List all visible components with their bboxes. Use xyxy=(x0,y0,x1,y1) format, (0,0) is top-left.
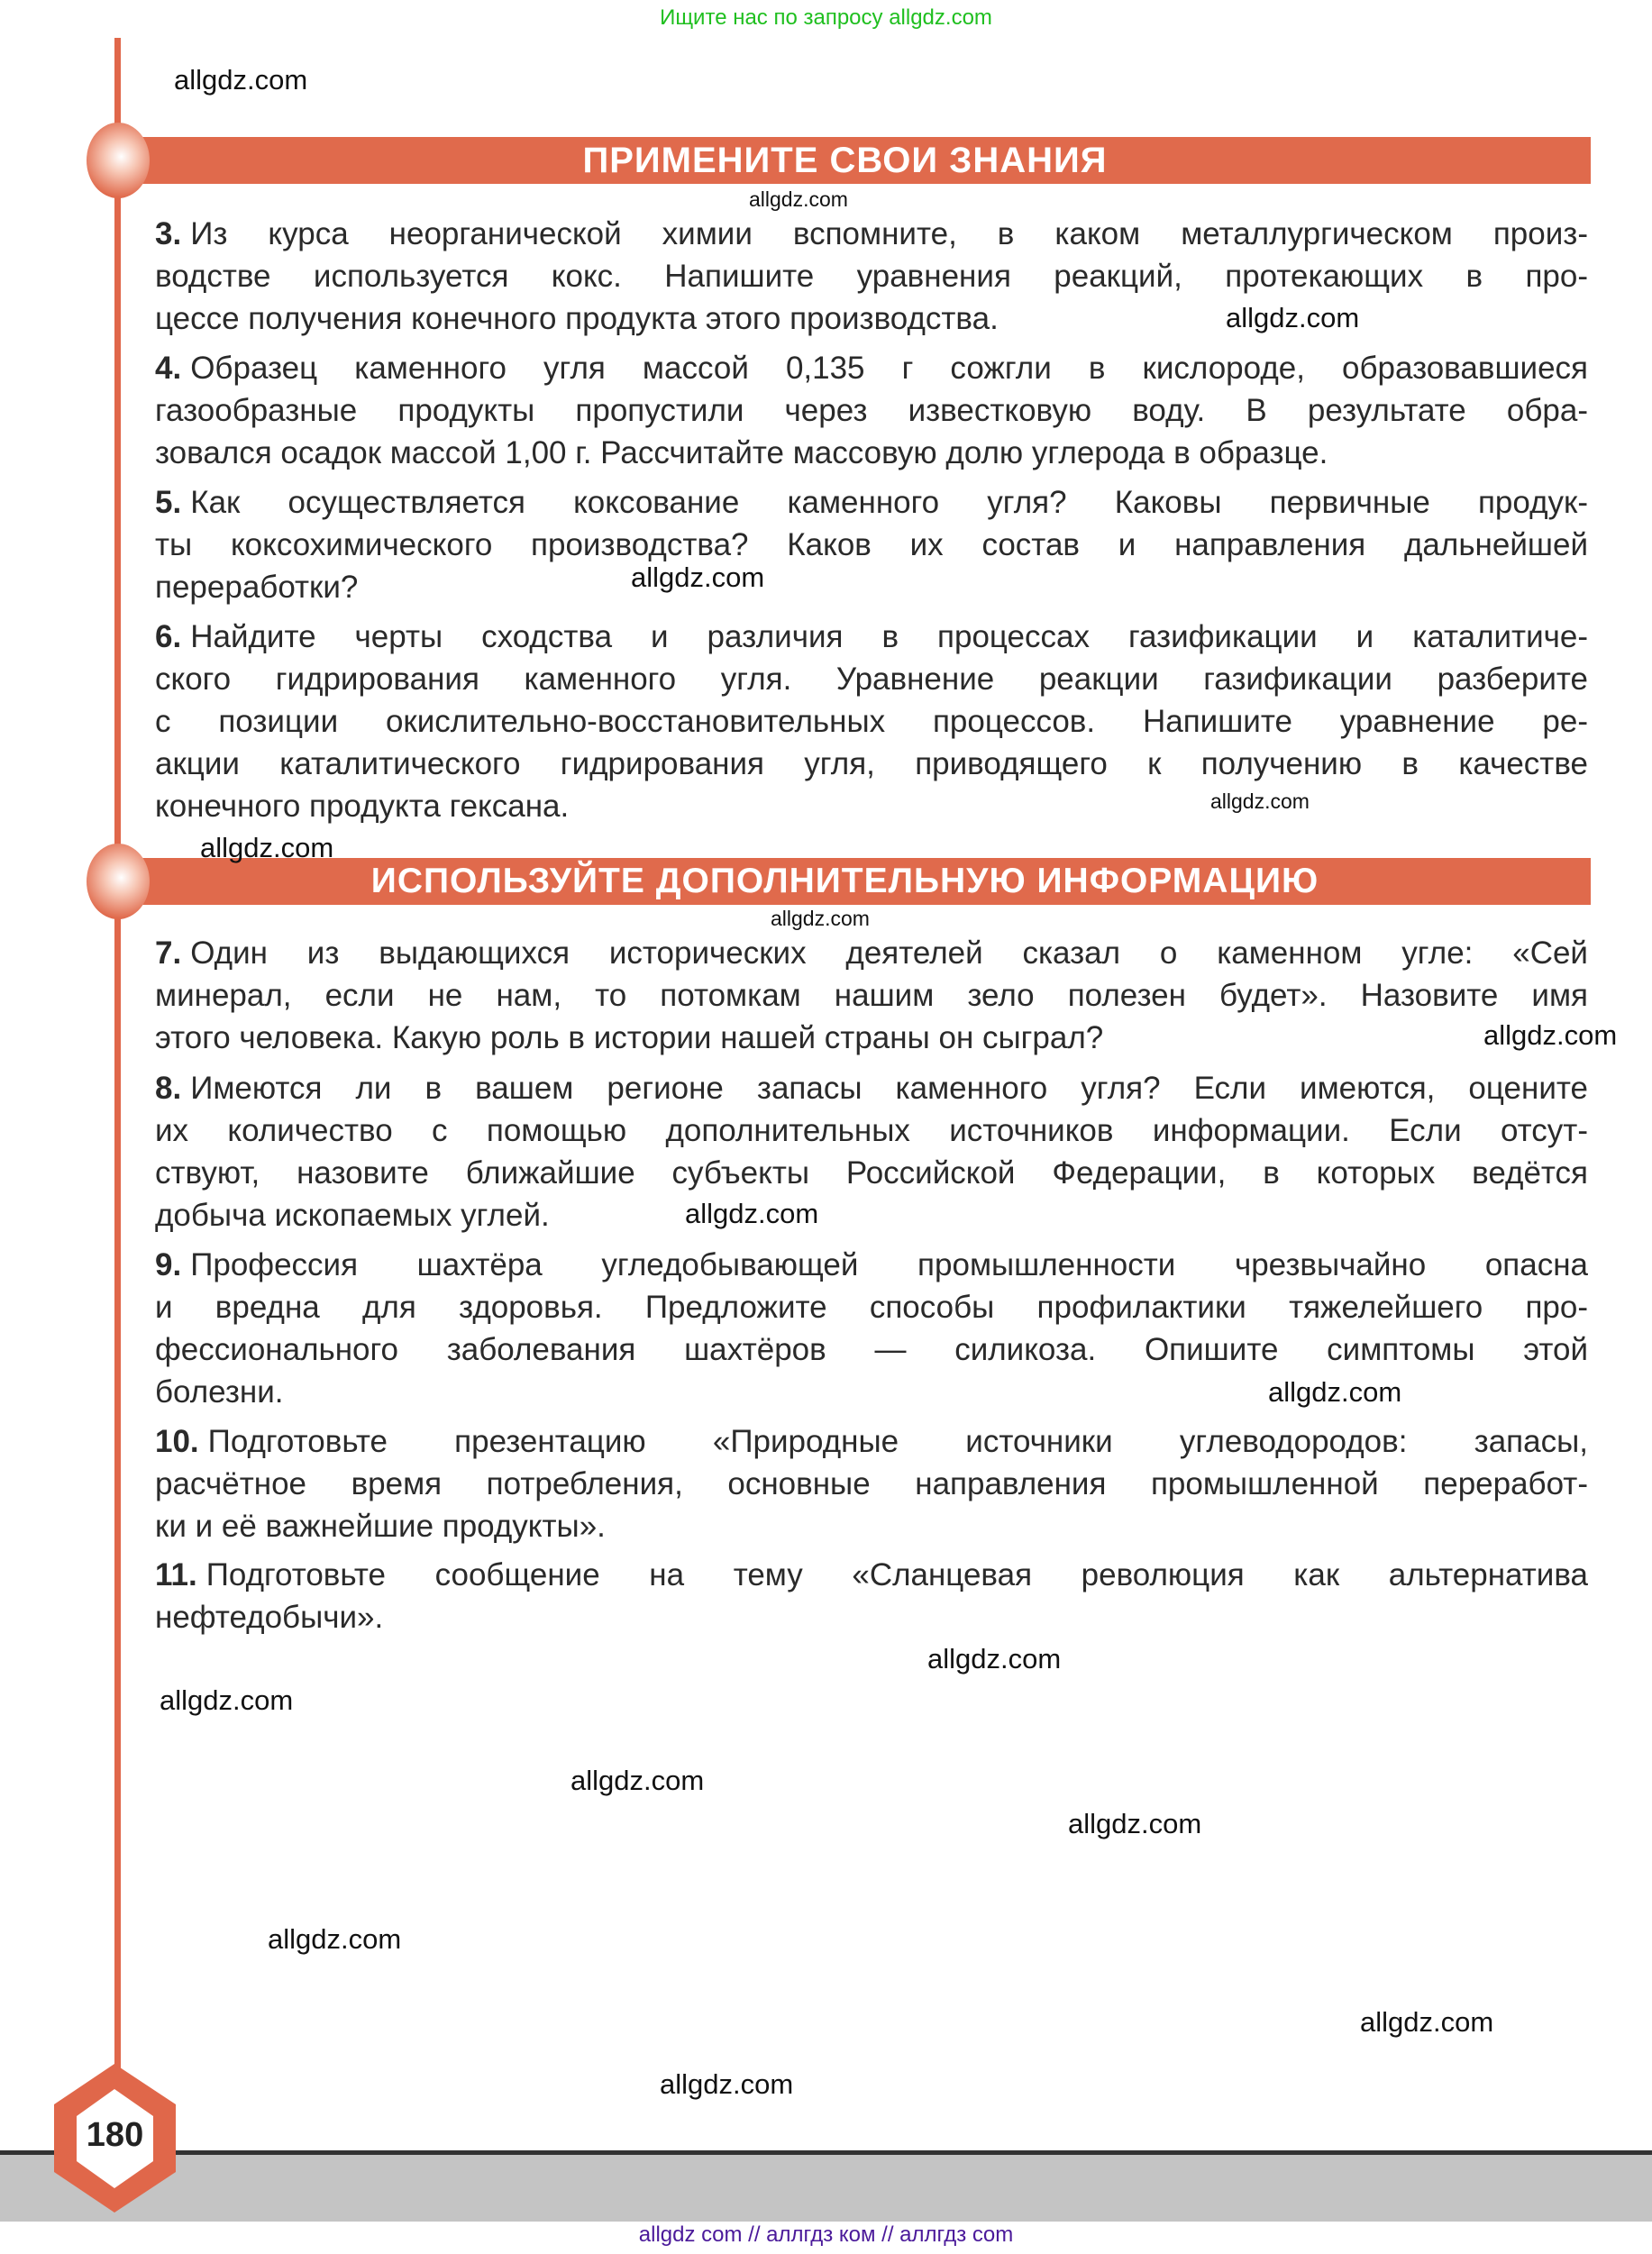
task-8 xyxy=(155,1067,1588,1237)
section-bullet-icon xyxy=(87,844,150,919)
task-line xyxy=(155,1067,1588,1109)
task-number: 10. xyxy=(155,1424,199,1459)
task-text: болезни. xyxy=(155,1374,284,1410)
watermark: allgdz.com xyxy=(1483,1019,1618,1051)
task-line xyxy=(155,658,1588,700)
task-text: их количество с помощью дополнительных источников информации. Если отсут- xyxy=(155,1113,1588,1148)
task-text: Имеются ли в вашем регионе запасы каменного угля? Если имеются, оцените xyxy=(190,1071,1588,1106)
task-line xyxy=(155,432,1588,474)
task-text: нефтедобычи». xyxy=(155,1600,384,1635)
task-line xyxy=(155,389,1588,432)
task-line xyxy=(155,1463,1588,1505)
task-line xyxy=(155,481,1588,524)
watermark: allgdz.com xyxy=(1068,1808,1202,1839)
section-header-apply-knowledge: ПРИМЕНИТЕ СВОИ ЗНАНИЯ xyxy=(99,137,1591,184)
watermark: allgdz.com xyxy=(268,1923,402,1955)
task-text: акции каталитического гидрирования угля, приводящего к получению в качестве xyxy=(155,746,1588,781)
task-text: Из курса неорганической химии вспомните, в каком металлургическом произ- xyxy=(190,216,1588,251)
task-text: Профессия шахтёра угледобывающей промышленности чрезвычайно опасна xyxy=(190,1247,1588,1282)
task-line xyxy=(155,1152,1588,1194)
task-line xyxy=(155,213,1588,255)
watermark: allgdz.com xyxy=(1210,789,1310,813)
watermark: allgdz.com xyxy=(1360,2006,1494,2038)
task-6 xyxy=(155,616,1588,827)
watermark: allgdz.com xyxy=(1226,302,1360,333)
task-number: 8. xyxy=(155,1071,182,1106)
task-line xyxy=(155,297,1588,340)
task-text: расчётное время потребления, основные направления промышленной переработ- xyxy=(155,1466,1588,1501)
task-line xyxy=(155,932,1588,974)
watermark: allgdz.com xyxy=(749,187,848,211)
task-line xyxy=(155,1328,1588,1371)
section-header-additional-info: ИСПОЛЬЗУЙТЕ ДОПОЛНИТЕЛЬНУЮ ИНФОРМАЦИЮ xyxy=(99,858,1591,905)
task-text: газообразные продукты пропустили через известковую воду. В результате обра- xyxy=(155,393,1588,428)
watermark: allgdz.com xyxy=(174,64,308,96)
task-text: ствуют, назовите ближайшие субъекты Российской Федерации, в которых ведётся xyxy=(155,1155,1588,1191)
task-text: зовался осадок массой 1,00 г. Рассчитайте массовую долю углерода в образце. xyxy=(155,435,1328,470)
task-text: добыча ископаемых углей. xyxy=(155,1198,550,1233)
bottom-watermark-links[interactable]: allgdz com // аллгдз ком // аллгдз com xyxy=(638,2222,1014,2247)
task-3 xyxy=(155,213,1588,340)
task-line xyxy=(155,347,1588,389)
task-5 xyxy=(155,481,1588,608)
task-text: этого человека. Какую роль в истории нашей страны он сыграл? xyxy=(155,1020,1104,1055)
task-text: ты коксохимического производства? Каков их состав и направления дальнейшей xyxy=(155,527,1588,562)
watermark: allgdz.com xyxy=(927,1643,1062,1675)
task-number: 11. xyxy=(155,1557,197,1592)
task-line xyxy=(155,255,1588,297)
watermark: allgdz.com xyxy=(685,1198,819,1229)
task-text: конечного продукта гексана. xyxy=(155,789,570,824)
watermark: allgdz.com xyxy=(631,561,765,593)
task-line xyxy=(155,1554,1588,1596)
task-line xyxy=(155,524,1588,566)
task-line xyxy=(155,1286,1588,1328)
task-text: и вредна для здоровья. Предложите способы профилактики тяжелейшего про- xyxy=(155,1290,1588,1325)
task-text: Как осуществляется коксование каменного угля? Каковы первичные продук- xyxy=(190,485,1588,520)
task-number: 5. xyxy=(155,485,182,520)
task-line xyxy=(155,616,1588,658)
task-line xyxy=(155,1109,1588,1152)
task-text: Один из выдающихся исторических деятелей сказал о каменном угле: «Сей xyxy=(190,935,1588,971)
page-footer-band xyxy=(0,2150,1652,2222)
task-text: переработки? xyxy=(155,570,359,605)
task-line xyxy=(155,785,1588,827)
task-line xyxy=(155,1017,1588,1059)
task-number: 7. xyxy=(155,935,182,971)
task-line xyxy=(155,974,1588,1017)
task-text: Подготовьте сообщение на тему «Сланцевая революция как альтернатива xyxy=(205,1557,1588,1592)
task-line xyxy=(155,1244,1588,1286)
task-11 xyxy=(155,1554,1588,1638)
task-line xyxy=(155,566,1588,608)
task-text: ки и её важнейшие продукты». xyxy=(155,1509,606,1544)
task-number: 9. xyxy=(155,1247,182,1282)
task-line xyxy=(155,1505,1588,1547)
task-text: Найдите черты сходства и различия в процессах газификации и каталитиче- xyxy=(190,619,1588,654)
page-number: 180 xyxy=(86,2116,144,2154)
task-text: фессионального заболевания шахтёров — силикоза. Опишите симптомы этой xyxy=(155,1332,1588,1367)
task-line xyxy=(155,1420,1588,1463)
task-number: 6. xyxy=(155,619,182,654)
task-text: с позиции окислительно-восстановительных процессов. Напишите уравнение ре- xyxy=(155,704,1588,739)
task-line xyxy=(155,1596,1588,1638)
watermark: allgdz.com xyxy=(660,2068,794,2100)
task-text: водстве используется кокс. Напишите уравнения реакций, протекающих в про- xyxy=(155,259,1588,294)
section-bullet-icon xyxy=(87,123,150,198)
task-text: Образец каменного угля массой 0,135 г сожгли в кислороде, образовавшиеся xyxy=(190,351,1588,386)
task-number: 4. xyxy=(155,351,182,386)
task-line xyxy=(155,700,1588,743)
watermark: allgdz.com xyxy=(771,907,870,930)
task-7 xyxy=(155,932,1588,1059)
task-line xyxy=(155,1194,1588,1237)
task-text: цессе получения конечного продукта этого производства. xyxy=(155,301,999,336)
task-text: Подготовьте презентацию «Природные источники углеводородов: запасы, xyxy=(207,1424,1588,1459)
task-text: минерал, если не нам, то потомкам нашим зело полезен будет». Назовите имя xyxy=(155,978,1588,1013)
top-search-note[interactable]: Ищите нас по запросу allgdz.com xyxy=(660,5,992,30)
task-4 xyxy=(155,347,1588,474)
task-line xyxy=(155,743,1588,785)
task-number: 3. xyxy=(155,216,182,251)
margin-line xyxy=(114,38,121,2111)
watermark: allgdz.com xyxy=(160,1684,294,1716)
task-10 xyxy=(155,1420,1588,1547)
task-text: ского гидрирования каменного угля. Уравнение реакции газификации разберите xyxy=(155,662,1588,697)
watermark: allgdz.com xyxy=(570,1765,705,1796)
watermark: allgdz.com xyxy=(1268,1376,1402,1408)
watermark: allgdz.com xyxy=(200,832,334,863)
